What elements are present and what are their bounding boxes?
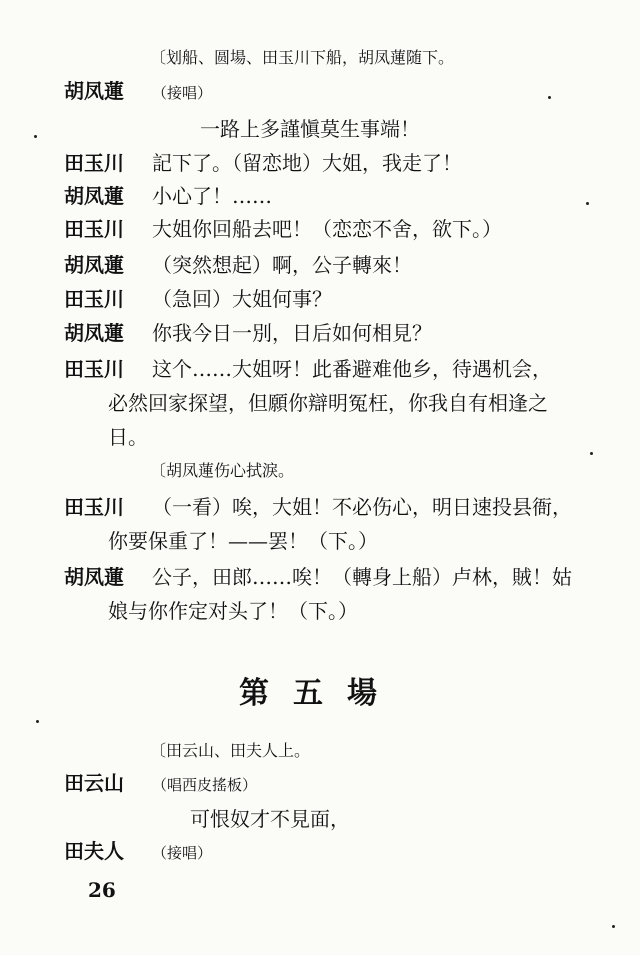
speech-line bbox=[64, 286, 332, 312]
speech-text: 小心了！…… bbox=[152, 184, 272, 208]
speech-continuation: 日。 bbox=[108, 425, 148, 449]
speech-text: （一看）唉，大姐！不必伤心，明日速投县衙， bbox=[152, 495, 572, 519]
page-number: 26 bbox=[88, 878, 116, 902]
speaker-name: 田玉川 bbox=[64, 151, 124, 175]
speaker-name: 胡凤蓮 bbox=[64, 565, 124, 589]
scene-title: 第五場 bbox=[239, 676, 401, 711]
verse-line: 可恨奴才不見面， bbox=[190, 807, 350, 831]
scan-speck bbox=[36, 720, 39, 723]
speech-text: （突然想起）啊，公子轉來！ bbox=[152, 253, 412, 277]
scan-speck bbox=[590, 452, 593, 455]
speech-line bbox=[64, 216, 502, 242]
speech-text: （接唱） bbox=[152, 844, 213, 862]
speech-line bbox=[64, 78, 212, 106]
speech-text: 記下了。（留恋地）大姐，我走了！ bbox=[152, 151, 462, 175]
speech-line bbox=[64, 770, 257, 798]
speech-line bbox=[64, 252, 412, 278]
speech-line bbox=[64, 150, 462, 176]
speech-continuation: 娘与你作定对头了！（下。） bbox=[108, 599, 358, 623]
speaker-name: 田玉川 bbox=[64, 495, 124, 519]
speech-line bbox=[64, 320, 432, 346]
speech-line bbox=[64, 183, 272, 209]
speech-line bbox=[64, 838, 212, 866]
speaker-name: 胡凤蓮 bbox=[64, 253, 124, 277]
scan-speck bbox=[586, 202, 589, 205]
speech-text: （接唱） bbox=[152, 84, 213, 102]
speech-text: 这个……大姐呀！此番避难他乡，待遇机会， bbox=[152, 357, 552, 381]
speaker-name: 田玉川 bbox=[64, 287, 124, 311]
speaker-name: 胡凤蓮 bbox=[64, 184, 124, 208]
speech-text: （唱西皮搖板） bbox=[152, 776, 258, 794]
verse-line: 一路上多謹愼莫生事端！ bbox=[200, 117, 420, 141]
speech-line bbox=[64, 494, 572, 520]
speech-text: （急回）大姐何事？ bbox=[152, 287, 332, 311]
speaker-name: 田玉川 bbox=[64, 357, 124, 381]
speaker-name: 田玉川 bbox=[64, 217, 124, 241]
stage-direction: 〔胡凤蓮伤心拭淚。 bbox=[150, 461, 295, 480]
speech-line bbox=[64, 356, 552, 382]
speech-continuation: 必然回家探望，但願你辯明冤枉，你我自有相逢之 bbox=[108, 391, 548, 415]
speaker-name: 田云山 bbox=[64, 771, 124, 795]
speech-text: 大姐你回船去吧！（恋恋不舍，欲下。） bbox=[152, 217, 502, 241]
speech-text: 你我今日一別，日后如何相見？ bbox=[152, 321, 432, 345]
speaker-name: 田夫人 bbox=[64, 839, 124, 863]
speaker-name: 胡凤蓮 bbox=[64, 79, 124, 103]
speaker-name: 胡凤蓮 bbox=[64, 321, 124, 345]
stage-direction: 〔划船、圆場、田玉川下船，胡凤蓮随下。 bbox=[150, 48, 455, 67]
scan-speck bbox=[34, 135, 37, 138]
scan-speck bbox=[612, 925, 615, 928]
scan-speck bbox=[548, 96, 551, 99]
speech-text: 公子，田郎……唉！（轉身上船）卢林，賊！姑 bbox=[152, 565, 572, 589]
stage-direction: 〔田云山、田夫人上。 bbox=[150, 741, 311, 760]
speech-line bbox=[64, 564, 572, 590]
speech-continuation: 你要保重了！——罢！（下。） bbox=[108, 529, 378, 553]
